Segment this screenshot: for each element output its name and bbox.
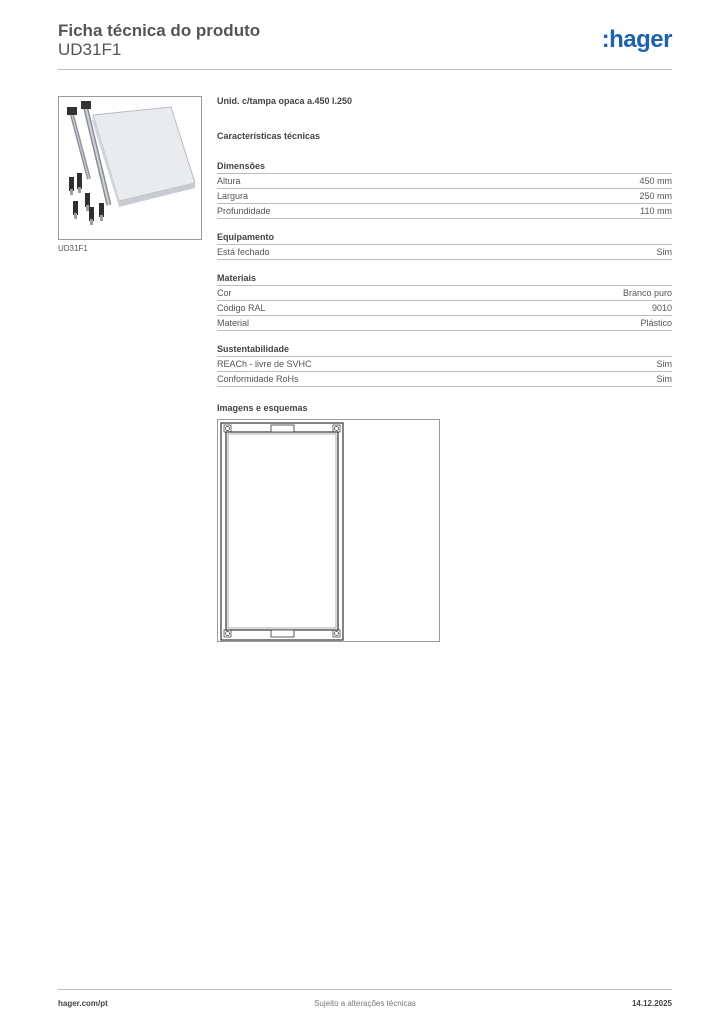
spec-row (217, 372, 672, 387)
footer-disclaimer: Sujeito a alterações técnicas (314, 999, 416, 1008)
product-photo (58, 96, 202, 240)
spec-row (217, 316, 672, 331)
footer-date: 14.12.2025 (631, 999, 672, 1008)
specs-heading: Características técnicas (217, 131, 321, 141)
product-description: Unid. c/tampa opaca a.450 l.250 (217, 96, 353, 106)
spec-value: Branco puro (622, 288, 672, 298)
spec-row (217, 301, 672, 316)
spec-value: 9010 (651, 303, 672, 313)
spec-value: Plástico (640, 318, 672, 328)
hager-logo: :hager (601, 26, 672, 53)
spec-label: Altura (217, 176, 241, 186)
spec-label: Está fechado (217, 247, 270, 257)
spec-group-title: Dimensões (217, 160, 672, 174)
spec-label: Largura (217, 191, 249, 201)
spec-group-title: Materiais (217, 272, 672, 286)
spec-value: 250 mm (639, 191, 672, 201)
technical-drawing (217, 419, 440, 642)
spec-row (217, 189, 672, 204)
spec-value: Sim (656, 247, 672, 257)
spec-value: Sim (656, 359, 672, 369)
spec-row (217, 174, 672, 189)
spec-row (217, 245, 672, 260)
spec-row (217, 357, 672, 372)
images-heading: Imagens e esquemas (217, 403, 308, 413)
spec-value: 110 mm (640, 206, 672, 216)
photo-caption: UD31F1 (58, 244, 88, 253)
page-header (58, 20, 672, 70)
product-photo-image (59, 97, 201, 239)
spec-group-title: Equipamento (217, 231, 672, 245)
spec-row (217, 286, 672, 301)
spec-group-dimensions (217, 160, 672, 219)
spec-label: Material (217, 318, 250, 328)
spec-group-equipment (217, 231, 672, 260)
spec-value: 450 mm (639, 176, 672, 186)
product-code: UD31F1 (58, 40, 122, 59)
spec-label: Cor (217, 288, 232, 298)
spec-row (217, 204, 672, 219)
spec-label: Conformidade RoHs (217, 374, 299, 384)
spec-group-title: Sustentabilidade (217, 343, 672, 357)
footer-website-link[interactable]: hager.com/pt (58, 999, 108, 1008)
spec-label: Código RAL (217, 303, 266, 313)
technical-drawing-image (218, 420, 439, 641)
spec-content (217, 96, 672, 642)
spec-group-materials (217, 272, 672, 331)
spec-label: REACh - livre de SVHC (217, 359, 312, 369)
spec-group-sustainability (217, 343, 672, 387)
page-footer (58, 989, 672, 1012)
spec-label: Profundidade (217, 206, 271, 216)
spec-value: Sim (656, 374, 672, 384)
page-title: Ficha técnica do produto (58, 21, 261, 40)
